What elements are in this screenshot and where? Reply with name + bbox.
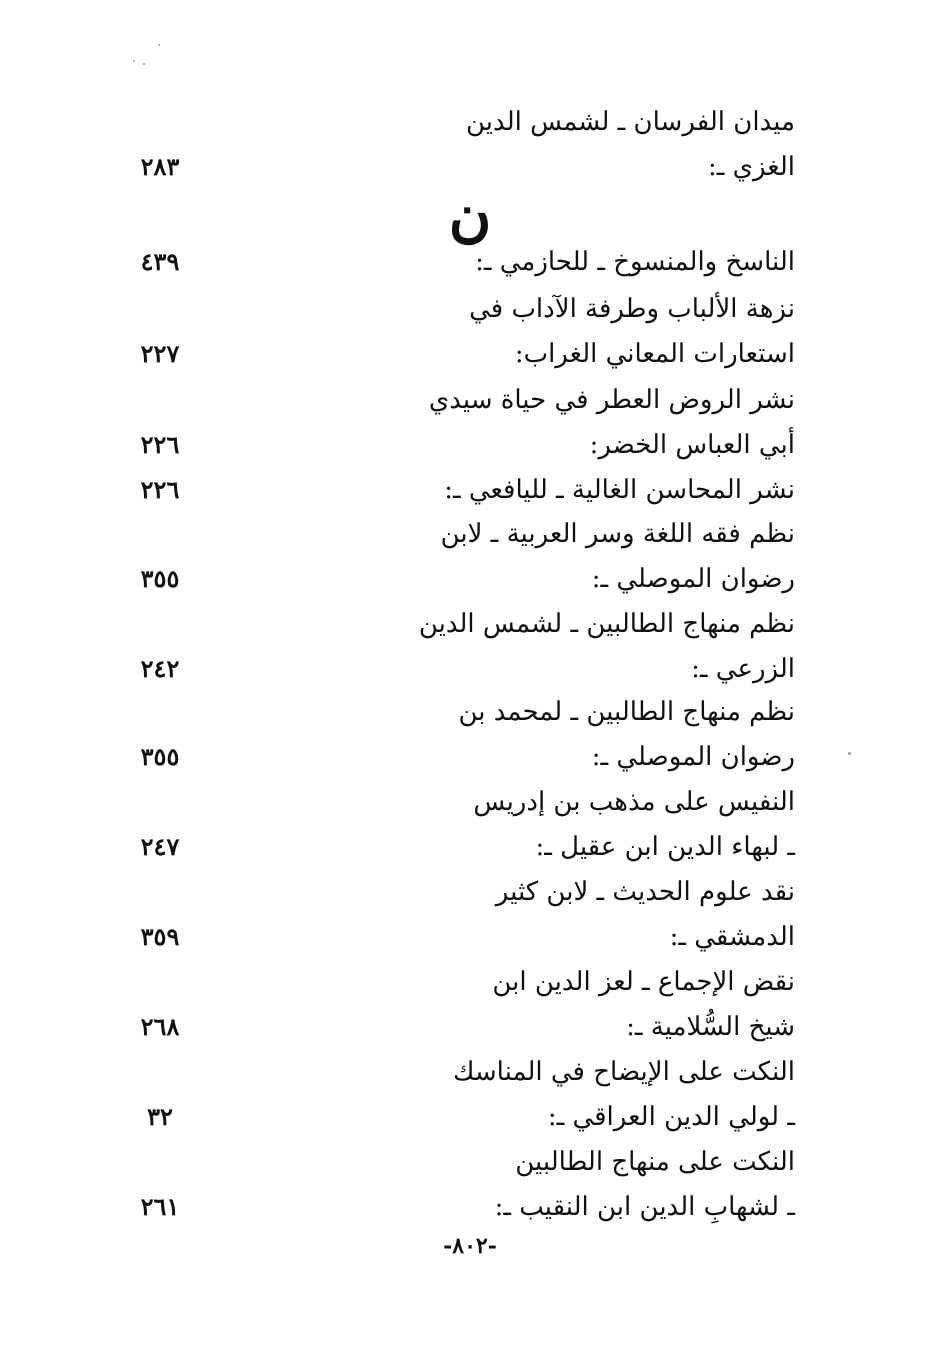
index-entry-page: ٢٤٧: [140, 832, 180, 861]
page-number-footer: -٨٠٢-: [443, 1233, 497, 1259]
index-entry-page: ٢٢٦: [140, 475, 180, 504]
scan-speck: [133, 60, 135, 62]
index-entry-line: ـ لشهابِ الدين ابن النقيب ـ:: [494, 1192, 795, 1222]
index-entry-page: ٣٥٥: [140, 742, 180, 771]
index-entry-line: شيخ السُّلامية ـ:: [626, 1012, 795, 1042]
index-entry-line: نظم فقه اللغة وسر العربية ـ لابن: [440, 519, 795, 549]
index-entry-page: ٢٢٦: [140, 430, 180, 459]
index-entry-line: ميدان الفرسان ـ لشمس الدين: [466, 107, 795, 137]
index-entry-line: نقد علوم الحديث ـ لابن كثير: [495, 877, 795, 907]
index-entry-line: نزهة الألباب وطرفة الآداب في: [469, 294, 795, 324]
scan-speck: [848, 752, 851, 755]
index-entry-line: ـ لبهاء الدين ابن عقيل ـ:: [535, 832, 795, 862]
index-entry-line: نشر الروض العطر في حياة سيدي: [428, 385, 795, 415]
index-entry-line: ـ لولي الدين العراقي ـ:: [547, 1102, 795, 1132]
index-entry-line: رضوان الموصلي ـ:: [591, 742, 795, 772]
scan-speck: [158, 44, 160, 46]
index-entry-page: ٢٨٣: [140, 152, 180, 181]
index-entry-line: النكت على منهاج الطالبين: [515, 1147, 795, 1177]
scan-speck: [143, 63, 145, 65]
index-entry-line: رضوان الموصلي ـ:: [591, 564, 795, 594]
index-entry-page: ٤٣٩: [140, 247, 180, 276]
index-entry-line: النكت على الإيضاح في المناسك: [452, 1057, 795, 1087]
index-entry-line: أبي العباس الخضر:: [589, 430, 795, 460]
index-entry-page: ٣٥٥: [140, 564, 180, 593]
index-entry-page: ٣٥٩: [140, 922, 180, 951]
index-entry-line: الزرعي ـ:: [691, 654, 795, 684]
index-entry-page: ٢٦٨: [140, 1012, 180, 1041]
index-entry-line: النفيس على مذهب بن إدريس: [473, 787, 795, 817]
index-entry-page: ٢٦١: [140, 1192, 180, 1221]
index-entry-page: ٢٤٢: [140, 654, 180, 683]
index-entry-line: الناسخ والمنسوخ ـ للحازمي ـ:: [475, 247, 795, 277]
section-letter: ن: [448, 181, 492, 249]
index-entry-line: نشر المحاسن الغالية ـ لليافعي ـ:: [444, 475, 795, 505]
index-entry-line: الدمشقي ـ:: [669, 922, 795, 952]
index-entry-line: نظم منهاج الطالبين ـ لمحمد بن: [458, 697, 795, 727]
index-entry-line: نقض الإجماع ـ لعز الدين ابن: [492, 967, 795, 997]
index-entry-line: الغزي ـ:: [707, 152, 795, 182]
index-entry-page: ٢٢٧: [140, 339, 180, 368]
index-entry-page: ٣٢: [147, 1102, 173, 1131]
index-entry-line: نظم منهاج الطالبين ـ لشمس الدين: [418, 609, 795, 639]
index-entry-line: استعارات المعاني الغراب:: [514, 339, 795, 369]
